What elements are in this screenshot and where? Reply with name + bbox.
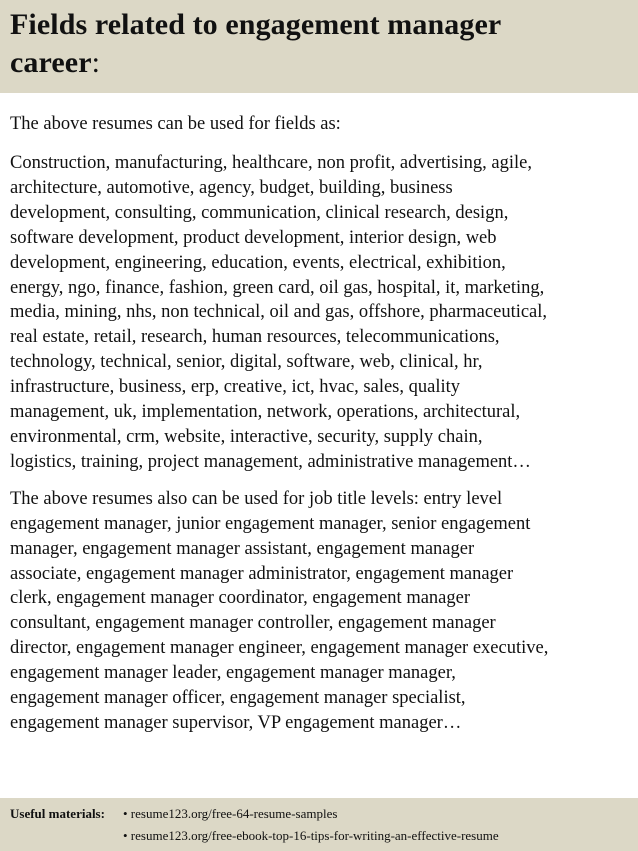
job-line: engagement manager officer, engagement manager specialist, — [10, 688, 466, 709]
fields-line: development, consulting, communication, clinical research, design, — [10, 202, 509, 223]
useful-materials-label-text: Useful materials — [10, 806, 101, 821]
fields-line: logistics, training, project management, administrative management… — [10, 451, 531, 472]
fields-paragraph — [10, 151, 634, 475]
job-line: manager, engagement manager assistant, engagement manager — [10, 538, 475, 559]
job-line: director, engagement manager engineer, engagement manager executive, — [10, 638, 549, 659]
job-line: associate, engagement manager administrator, engagement manager — [10, 563, 514, 584]
page-title-line1: Fields related to engagement manager — [10, 8, 502, 41]
useful-materials-label — [10, 803, 105, 825]
fields-line: management, uk, implementation, network, operations, architectural, — [10, 402, 521, 423]
page-title — [10, 6, 628, 82]
fields-line: technology, technical, senior, digital, software, web, clinical, hr, — [10, 352, 483, 373]
main-content — [10, 112, 634, 736]
fields-line: architecture, automotive, agency, budget, building, business — [10, 177, 453, 198]
page-title-colon: : — [91, 46, 101, 79]
footer-link-resume-samples[interactable]: • resume123.org/free-64-resume-samples — [123, 806, 338, 821]
job-titles-paragraph — [10, 487, 634, 736]
job-line: clerk, engagement manager coordinator, engagement manager — [10, 588, 470, 609]
footer-links — [123, 803, 499, 847]
intro-text: The above resumes can be used for fields as: — [10, 114, 341, 134]
fields-line: real estate, retail, research, human resources, telecommunications, — [10, 327, 500, 348]
footer-link-ebook-tips[interactable]: • resume123.org/free-ebook-top-16-tips-for-writing-an-effective-resume — [123, 828, 499, 843]
fields-line: software development, product development, interior design, web — [10, 227, 497, 248]
useful-materials-colon: : — [100, 806, 105, 821]
job-line: consultant, engagement manager controller, engagement manager — [10, 613, 496, 634]
job-line: engagement manager leader, engagement manager manager, — [10, 663, 456, 684]
job-line: The above resumes also can be used for job title levels: entry level — [10, 488, 503, 509]
fields-line: development, engineering, education, events, electrical, exhibition, — [10, 252, 506, 273]
job-line: engagement manager, junior engagement manager, senior engagement — [10, 513, 531, 534]
footer-band — [0, 798, 638, 851]
fields-line: environmental, crm, website, interactive, security, supply chain, — [10, 426, 483, 447]
header-band — [0, 0, 638, 93]
page-title-line2: career — [10, 46, 92, 79]
fields-line: media, mining, nhs, non technical, oil and gas, offshore, pharmaceutical, — [10, 302, 548, 323]
job-line: engagement manager supervisor, VP engagement manager… — [10, 712, 462, 733]
fields-line: infrastructure, business, erp, creative, ict, hvac, sales, quality — [10, 377, 461, 398]
fields-line: Construction, manufacturing, healthcare, non profit, advertising, agile, — [10, 153, 532, 173]
fields-line: energy, ngo, finance, fashion, green card, oil gas, hospital, it, marketing, — [10, 277, 545, 298]
